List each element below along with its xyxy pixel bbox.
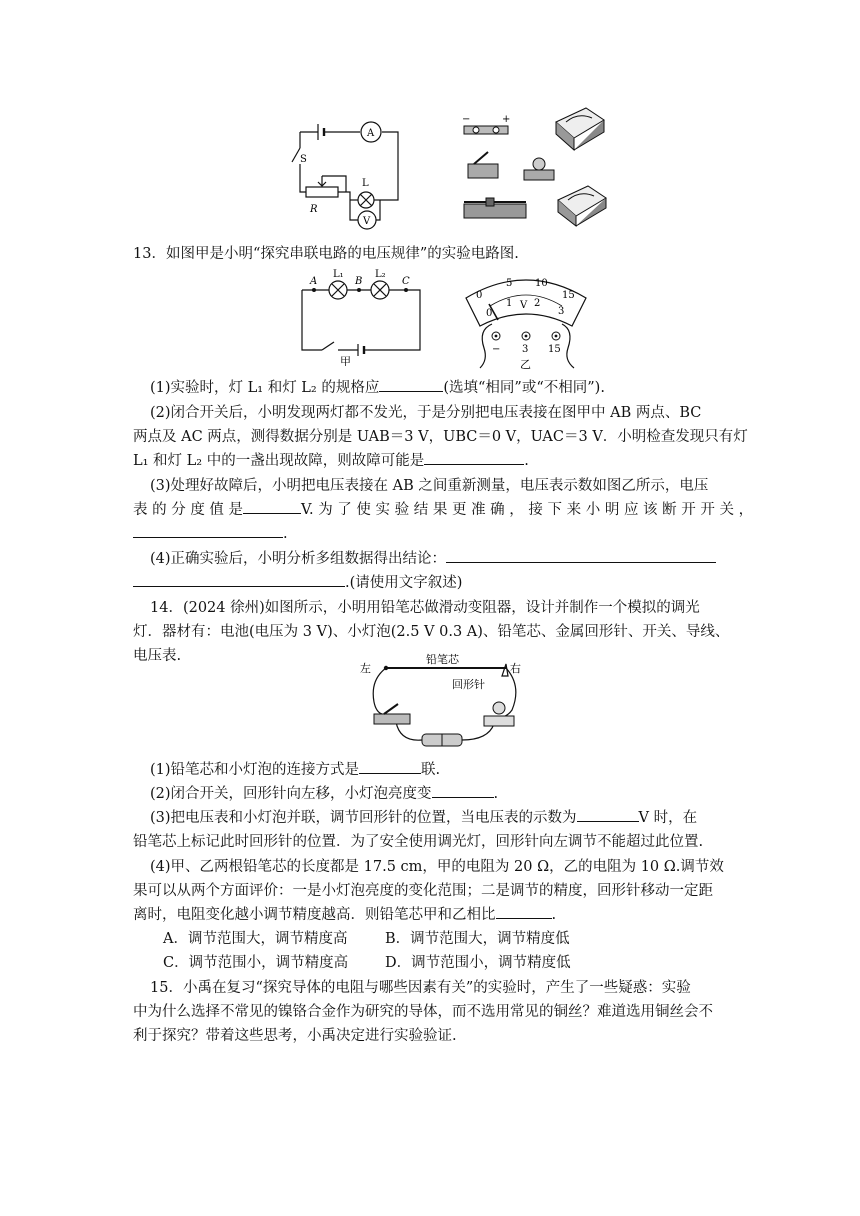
q13-figure-jia	[296, 268, 426, 366]
answer-blank[interactable]	[243, 499, 301, 514]
q14-part4-text: 离时，电阻变化越小调节精度越高．则铅笔芯甲和乙相比	[133, 907, 496, 923]
answer-blank[interactable]	[577, 807, 639, 822]
voltmeter-label: V	[363, 216, 371, 227]
q14-part3-line1	[150, 806, 747, 830]
terminal-minus-label: −	[492, 344, 501, 355]
q13-part4-line1	[150, 547, 747, 571]
point-a-label: A	[310, 276, 318, 287]
q14-part1-text: (1)铅笔芯和小灯泡的连接方式是	[150, 762, 360, 778]
rheostat-label: R	[310, 204, 318, 215]
q14-dimmer-figure	[356, 652, 536, 756]
q14-stem-text: 14．(2024 徐州)如图所示，小明用铅笔芯做滑动变阻器，设计并制作一个模拟的调光	[150, 600, 700, 616]
q15-text: 利于探究？带着这些思考，小禹决定进行实验验证.	[133, 1028, 457, 1044]
q13-part3-line2	[133, 498, 754, 522]
q13-part1-text: (1)实验时，灯 L₁ 和灯 L₂ 的规格应	[150, 380, 380, 396]
q15-line1	[150, 976, 747, 1000]
q13-figure-yi-voltmeter	[462, 268, 590, 378]
battery-icon	[422, 734, 462, 746]
q13-part4-line2	[133, 571, 730, 595]
q13-part2-text: 两点及 AC 两点，测得数据分别是 UAB＝3 V，UBC＝0 V，UAC＝3 V．小明检查发现只有灯	[133, 429, 748, 445]
paperclip-label: 回形针	[452, 678, 485, 691]
q15-line2	[133, 1000, 730, 1024]
lamp-label: L	[362, 178, 369, 189]
q14-part4-tail: .	[551, 907, 557, 923]
q15-text: 中为什么选择不常见的镍铬合金作为研究的导体，而不选用常见的铜丝？难道选用铜丝会不	[133, 1004, 713, 1020]
rheostat-device-icon	[464, 204, 526, 218]
q13-part1-tail: (选填“相同”或“不相同”).	[443, 380, 605, 396]
ammeter-label: A	[367, 128, 375, 139]
q13-part3-tail: .	[283, 526, 288, 542]
q14-part2-tail: .	[493, 786, 499, 802]
dial-bottom-tick: 2	[534, 298, 541, 309]
q13-part1	[150, 376, 747, 400]
dial-bottom-tick: 0	[486, 308, 493, 319]
q13-stem	[133, 242, 730, 266]
left-label: 左	[360, 662, 371, 675]
q13-part4-text: (4)正确实验后，小明分析多组数据得出结论：	[150, 551, 447, 567]
bulb-icon	[484, 702, 514, 726]
point-b-label: B	[355, 276, 363, 287]
q14-part2-text: (2)闭合开关，回形针向左移，小灯泡亮度变	[150, 786, 432, 802]
battery-plus-label: +	[502, 114, 511, 125]
q14-options-row1	[163, 927, 760, 951]
battery-minus-label: −	[462, 114, 471, 125]
q13-part2-tail: .	[524, 453, 529, 469]
q14-part4-line2	[133, 879, 730, 903]
right-label: 右	[510, 662, 521, 675]
answer-blank[interactable]	[133, 523, 283, 538]
q13-part3-line3	[133, 522, 730, 546]
dial-bottom-tick: 1	[506, 298, 513, 309]
q13-part3-line1	[150, 474, 747, 498]
q13-part2-text: (2)闭合开关后，小明发现两灯都不发光，于是分别把电压表接在图甲中 AB 两点、BC	[150, 405, 702, 421]
q14-stem-line1	[150, 596, 747, 620]
answer-blank[interactable]	[133, 572, 345, 587]
switch-icon	[374, 704, 410, 724]
answer-blank[interactable]	[496, 904, 552, 919]
switch-device-icon	[468, 164, 498, 178]
point-c-label: C	[402, 276, 410, 287]
q13-part3-text: V. 为 了 使 实 验 结 果 更 准 确 ， 接 下 来 小 明 应 该 断 开 开 关 ，	[301, 502, 754, 518]
q13-stem-text: 13．如图甲是小明“探究串联电路的电压规律”的实验电路图.	[133, 246, 519, 262]
switch-label: S	[300, 154, 307, 165]
q13-part4-tail: .(请使用文字叙述)	[345, 575, 463, 591]
dial-unit: V	[520, 300, 528, 311]
q13-part2-line3	[133, 449, 730, 473]
dial-top-tick: 0	[476, 290, 483, 301]
q13-part3-text: (3)处理好故障后，小明把电压表接在 AB 之间重新测量，电压表示数如图乙所示，电压	[150, 478, 709, 494]
q14-part4-line3	[133, 903, 730, 927]
terminal-15-label: 15	[548, 344, 561, 355]
answer-blank[interactable]	[359, 759, 421, 774]
q14-stem-text: 电压表.	[133, 648, 182, 664]
q14-part3-text: 铅笔芯上标记此时回形针的位置．为了安全使用调光灯，回形针向左调节不能超过此位置.	[133, 834, 704, 850]
terminal-3-label: 3	[522, 344, 529, 355]
lamp-holder-icon	[524, 170, 554, 180]
battery-holder-icon	[464, 126, 508, 134]
q14-part1	[150, 758, 747, 782]
dial-top-tick: 10	[535, 278, 548, 289]
equipment-illustration	[458, 104, 608, 228]
q13-part2-line1	[150, 401, 747, 425]
q13-part2-line2	[133, 425, 748, 449]
q14-stem-line2	[133, 620, 730, 644]
q14-part3-line2	[133, 830, 730, 854]
q14-part1-tail: 联.	[421, 762, 441, 778]
q14-part4-text: (4)甲、乙两根铅笔芯的长度都是 17.5 cm，甲的电阻为 20 Ω，乙的电阻为 10 Ω.调节效	[150, 859, 724, 875]
lamp-l1-label: L₁	[333, 269, 344, 280]
answer-blank[interactable]	[379, 377, 443, 392]
answer-blank[interactable]	[446, 548, 716, 563]
q13-part3-text: 表 的 分 度 值 是	[133, 502, 244, 518]
lamp-l2-label: L₂	[375, 269, 386, 280]
q14-part4-text: 果可以从两个方面评价：一是小灯泡亮度的变化范围；二是调节的精度，回形针移动一定距	[133, 883, 713, 899]
dial-top-tick: 5	[506, 278, 513, 289]
dial-bottom-tick: 3	[558, 306, 565, 317]
q14-part3-text: (3)把电压表和小灯泡并联，调节回形针的位置，当电压表的示数为	[150, 810, 577, 826]
option-d[interactable]: D．调节范围小，调节精度低	[385, 955, 571, 971]
q13-part2-text: L₁ 和灯 L₂ 中的一盏出现故障，则故障可能是	[133, 453, 425, 469]
q15-text: 15．小禹在复习“探究导体的电阻与哪些因素有关”的实验时，产生了一些疑惑：实验	[150, 980, 691, 996]
q14-part3-text: V 时，在	[638, 810, 698, 826]
option-a[interactable]: A．调节范围大，调节精度高	[163, 931, 348, 947]
q14-part2	[150, 782, 747, 806]
figure-yi-caption: 乙	[520, 358, 531, 371]
top-circuit-diagram	[280, 120, 410, 232]
option-c[interactable]: C．调节范围小，调节精度高	[163, 955, 349, 971]
figure-jia-caption: 甲	[340, 355, 351, 366]
q15-line3	[133, 1024, 730, 1048]
answer-blank[interactable]	[424, 450, 524, 465]
dial-top-tick: 15	[562, 290, 575, 301]
q14-stem-text: 灯．器材有：电池(电压为 3 V)、小灯泡(2.5 V 0.3 A)、铅笔芯、金属回形针、开关、导线、	[133, 624, 730, 640]
q14-options-row2	[163, 951, 760, 975]
answer-blank[interactable]	[432, 783, 494, 798]
pencil-lead-label: 铅笔芯	[426, 653, 459, 666]
option-b[interactable]: B．调节范围大，调节精度低	[385, 931, 570, 947]
q14-part4-line1	[150, 855, 747, 879]
